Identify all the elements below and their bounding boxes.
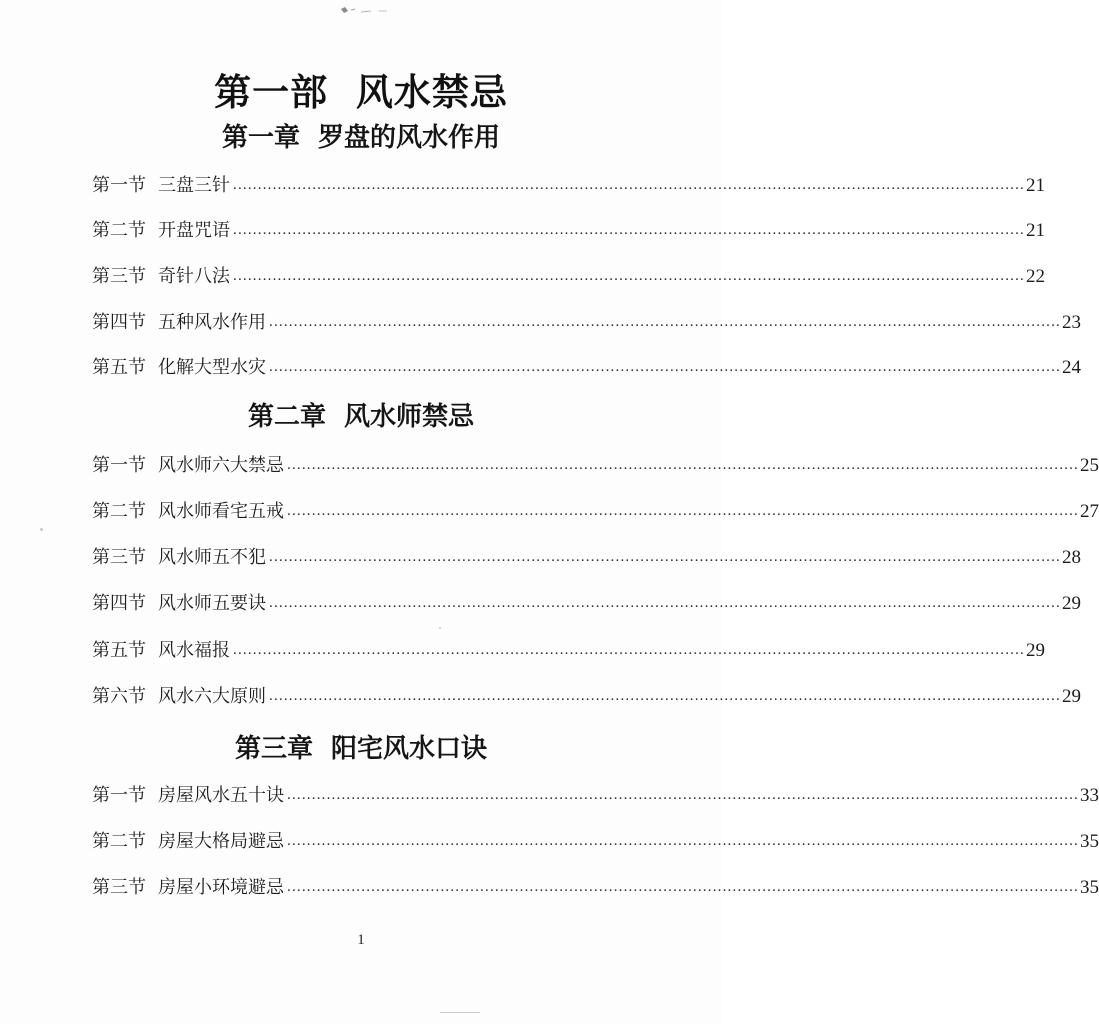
- chapter-title-2: 第二章 风水师禁忌: [247, 402, 475, 432]
- chapter-title-1: 第一章 罗盘的风水作用: [221, 123, 501, 153]
- toc-entry[interactable]: [92, 777, 1099, 807]
- dot-leader: ................................................................................................................................................................: [269, 359, 1061, 375]
- section-page-number: 25: [1080, 455, 1099, 476]
- section-label: 第三节: [92, 547, 146, 568]
- page-number: 1: [357, 932, 365, 948]
- dot-leader: ................................................................................................................................................................: [269, 595, 1061, 611]
- section-page-number: 24: [1062, 357, 1081, 378]
- section-name: 三盘三针: [158, 175, 230, 196]
- dot-leader: ................................................................................................................................................................: [269, 688, 1061, 704]
- section-page-number: 35: [1080, 877, 1099, 898]
- part-title: 第一部 风水禁忌: [214, 71, 508, 114]
- dot-leader: ................................................................................................................................................................: [269, 314, 1061, 330]
- section-page-number: 23: [1062, 312, 1081, 333]
- section-name: 风水六大原则: [158, 686, 266, 707]
- section-label: 第一节: [92, 175, 146, 196]
- section-label: 第五节: [92, 640, 146, 661]
- toc-entry[interactable]: [92, 447, 1099, 477]
- section-label: 第六节: [92, 686, 146, 707]
- section-label: 第一节: [92, 455, 146, 476]
- section-page-number: 29: [1062, 686, 1081, 707]
- section-page-number: 33: [1080, 785, 1099, 806]
- dot-leader: ................................................................................................................................................................: [287, 833, 1079, 849]
- section-label: 第二节: [92, 501, 146, 522]
- dot-leader: ................................................................................................................................................................: [233, 222, 1025, 238]
- section-label: 第二节: [92, 831, 146, 852]
- toc-entry[interactable]: [92, 304, 1081, 334]
- section-name: 风水师五要诀: [158, 593, 266, 614]
- toc-entry[interactable]: [92, 167, 1045, 197]
- section-page-number: 28: [1062, 547, 1081, 568]
- toc-entry[interactable]: [92, 258, 1045, 288]
- dot-leader: ................................................................................................................................................................: [287, 879, 1079, 895]
- section-name: 开盘咒语: [158, 220, 230, 241]
- section-page-number: 21: [1026, 220, 1045, 241]
- section-label: 第四节: [92, 593, 146, 614]
- toc-entry[interactable]: [92, 212, 1045, 242]
- section-page-number: 21: [1026, 175, 1045, 196]
- section-name: 房屋大格局避忌: [158, 831, 284, 852]
- dot-leader: ................................................................................................................................................................: [287, 503, 1079, 519]
- dot-leader: ................................................................................................................................................................: [233, 268, 1025, 284]
- section-label: 第三节: [92, 266, 146, 287]
- chapter-title-3: 第三章 阳宅风水口诀: [234, 734, 488, 764]
- section-page-number: 29: [1026, 640, 1045, 661]
- section-name: 房屋小环境避忌: [158, 877, 284, 898]
- scan-speck: [439, 627, 441, 629]
- toc-entry[interactable]: [92, 539, 1081, 569]
- section-label: 第三节: [92, 877, 146, 898]
- section-page-number: 22: [1026, 266, 1045, 287]
- section-name: 风水福报: [158, 640, 230, 661]
- section-page-number: 29: [1062, 593, 1081, 614]
- scan-speck: [40, 528, 43, 531]
- scan-artifact-mark: [335, 4, 395, 16]
- section-name: 房屋风水五十诀: [158, 785, 284, 806]
- section-page-number: 35: [1080, 831, 1099, 852]
- section-page-number: 27: [1080, 501, 1099, 522]
- section-name: 风水师看宅五戒: [158, 501, 284, 522]
- toc-entry[interactable]: [92, 632, 1045, 662]
- section-label: 第一节: [92, 785, 146, 806]
- section-label: 第二节: [92, 220, 146, 241]
- toc-entry[interactable]: [92, 678, 1081, 708]
- section-name: 风水师六大禁忌: [158, 455, 284, 476]
- toc-entry[interactable]: [92, 493, 1099, 523]
- dot-leader: ................................................................................................................................................................: [287, 457, 1079, 473]
- section-label: 第五节: [92, 357, 146, 378]
- toc-entry[interactable]: [92, 585, 1081, 615]
- dot-leader: ................................................................................................................................................................: [269, 549, 1061, 565]
- scan-speck: [440, 1012, 480, 1013]
- section-label: 第四节: [92, 312, 146, 333]
- section-name: 五种风水作用: [158, 312, 266, 333]
- section-name: 化解大型水灾: [158, 357, 266, 378]
- section-name: 风水师五不犯: [158, 547, 266, 568]
- dot-leader: ................................................................................................................................................................: [233, 177, 1025, 193]
- section-name: 奇针八法: [158, 266, 230, 287]
- toc-entry[interactable]: [92, 823, 1099, 853]
- toc-entry[interactable]: [92, 869, 1099, 899]
- dot-leader: ................................................................................................................................................................: [233, 642, 1025, 658]
- dot-leader: ................................................................................................................................................................: [287, 787, 1079, 803]
- toc-entry[interactable]: [92, 349, 1081, 379]
